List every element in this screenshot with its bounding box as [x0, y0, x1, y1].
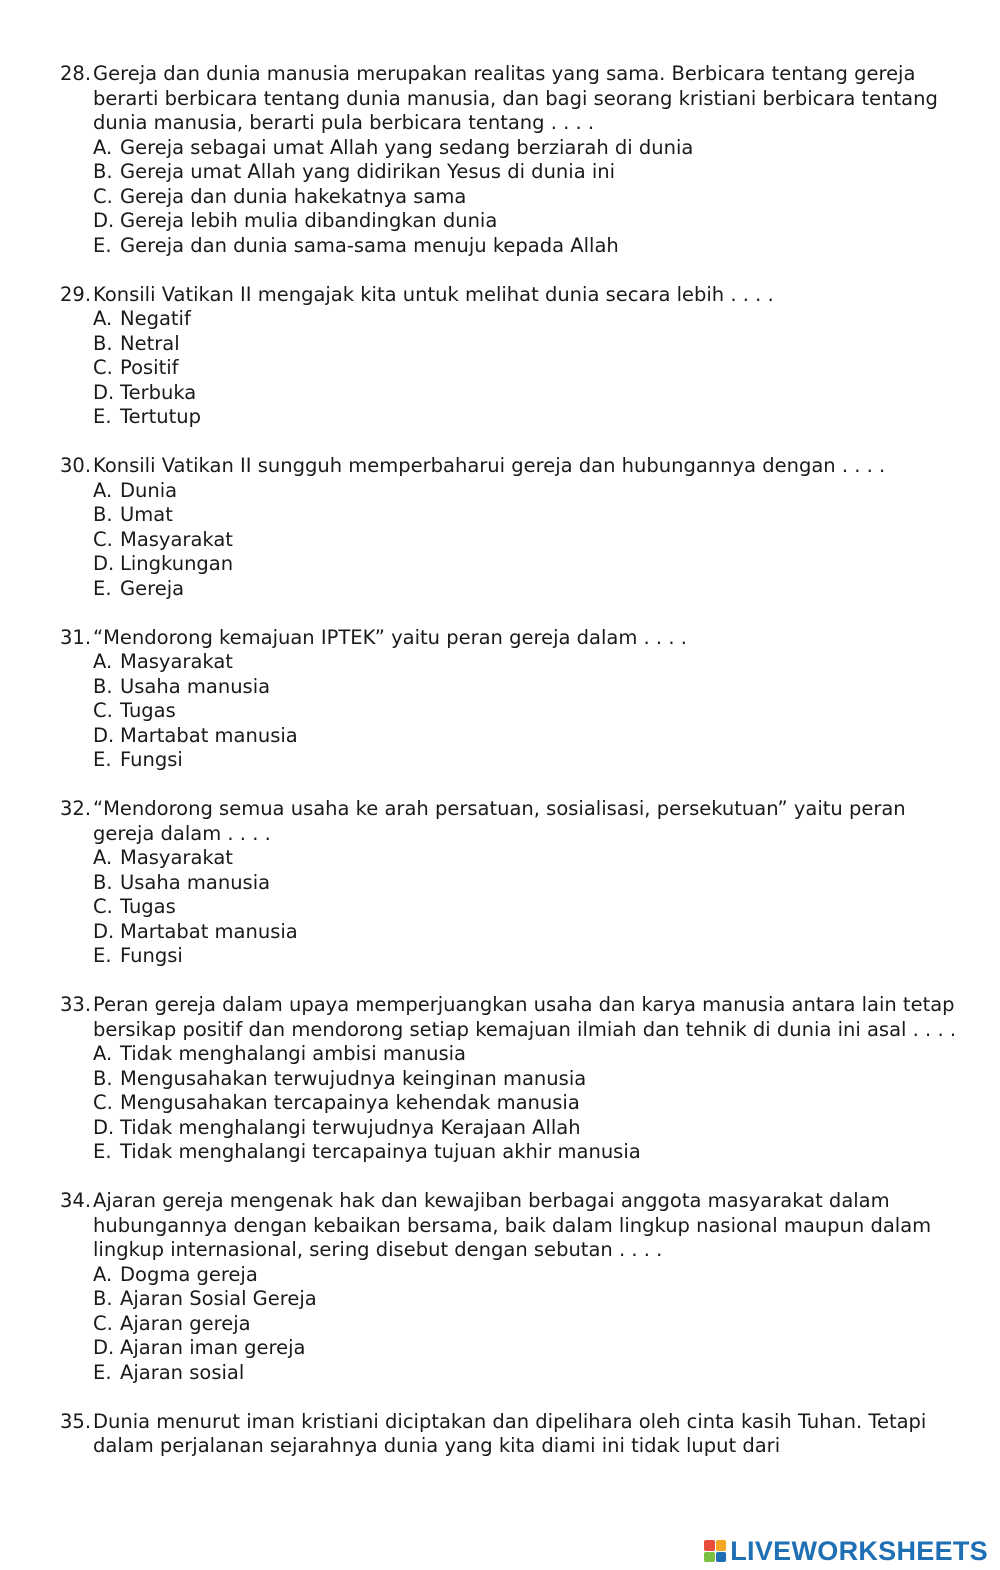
question-item [60, 993, 960, 1165]
question-text: Gereja dan dunia manusia merupakan realitas yang sama. Berbicara tentang gereja berarti berbicara tentang dunia manusia, dan bagi seorang kristiani berbicara tentang dunia manusia, berarti pula berbicara tentang . . . . [93, 62, 938, 134]
question-item [60, 626, 960, 773]
option-text: Gereja umat Allah yang didirikan Yesus di dunia ini [120, 160, 616, 183]
answer-option [93, 356, 960, 381]
answer-option [93, 503, 960, 528]
question-stem [60, 62, 960, 136]
question-number: 28. [60, 62, 92, 85]
option-letter: C. [93, 356, 113, 379]
option-list [60, 650, 960, 773]
option-letter: E. [93, 576, 112, 600]
answer-option [93, 405, 960, 430]
option-text: Usaha manusia [120, 870, 271, 894]
question-item [60, 62, 960, 258]
option-letter: D. [93, 552, 115, 575]
answer-option [93, 920, 960, 945]
question-stem [60, 1189, 960, 1263]
option-text: Terbuka [120, 380, 197, 404]
option-letter: D. [93, 1336, 115, 1359]
option-letter: E. [93, 748, 112, 771]
option-text: Netral [120, 331, 180, 355]
option-text: Ajaran iman gereja [120, 1336, 306, 1359]
option-letter: C. [93, 1311, 113, 1335]
option-letter: C. [93, 184, 113, 208]
option-letter: A. [93, 650, 113, 673]
answer-option [93, 1287, 960, 1312]
option-text: Gereja dan dunia hakekatnya sama [120, 184, 467, 208]
option-text: Lingkungan [120, 552, 234, 575]
question-text: Konsili Vatikan II sungguh memperbaharui gereja dan hubungannya dengan . . . . [93, 454, 886, 477]
option-text: Tugas [120, 895, 176, 918]
answer-option [93, 675, 960, 700]
liveworksheets-logo-icon [704, 1540, 726, 1562]
question-stem [60, 797, 960, 846]
answer-option [93, 1263, 960, 1288]
answer-option [93, 650, 960, 675]
answer-option [93, 895, 960, 920]
option-text: Ajaran sosial [120, 1360, 245, 1384]
option-letter: A. [93, 846, 113, 869]
option-text: Gereja [120, 576, 185, 600]
answer-option [93, 209, 960, 234]
option-text: Usaha manusia [120, 674, 271, 698]
logo-square-red [704, 1540, 715, 1551]
option-letter: A. [93, 1262, 113, 1286]
liveworksheets-logo [704, 1536, 988, 1566]
option-letter: B. [93, 674, 113, 698]
option-letter: E. [93, 233, 112, 257]
option-letter: A. [93, 307, 113, 330]
option-letter: B. [93, 160, 113, 183]
answer-option [93, 1312, 960, 1337]
answer-option [93, 160, 960, 185]
option-text: Tidak menghalangi ambisi manusia [120, 1042, 467, 1065]
option-text: Tertutup [120, 405, 201, 428]
answer-option [93, 1067, 960, 1092]
answer-option [93, 699, 960, 724]
question-list [60, 62, 960, 1459]
answer-option [93, 1116, 960, 1141]
answer-option [93, 944, 960, 969]
question-text: Konsili Vatikan II mengajak kita untuk melihat dunia secara lebih . . . . [93, 282, 774, 306]
option-letter: A. [93, 135, 113, 159]
answer-option [93, 1336, 960, 1361]
option-text: Umat [120, 503, 173, 526]
option-letter: E. [93, 405, 112, 428]
worksheet-content [60, 62, 960, 1483]
option-letter: A. [93, 1042, 113, 1065]
option-text: Gereja sebagai umat Allah yang sedang berziarah di dunia [120, 135, 694, 159]
option-text: Dogma gereja [120, 1262, 258, 1286]
question-text: Peran gereja dalam upaya memperjuangkan usaha dan karya manusia antara lain tetap bersikap positif dan mendorong setiap kemajuan ilmiah dan tehnik di dunia ini asal . . . . [93, 993, 957, 1041]
option-letter: D. [93, 723, 115, 747]
option-text: Masyarakat [120, 846, 233, 869]
option-letter: C. [93, 699, 113, 722]
question-number: 34. [60, 1189, 92, 1212]
question-text: “Mendorong kemajuan IPTEK” yaitu peran gereja dalam . . . . [93, 625, 687, 649]
answer-option [93, 846, 960, 871]
option-list [60, 1263, 960, 1386]
answer-option [93, 1140, 960, 1165]
option-text: Masyarakat [120, 650, 233, 673]
answer-option [93, 136, 960, 161]
option-letter: D. [93, 1115, 115, 1139]
question-stem [60, 626, 960, 651]
option-letter: B. [93, 331, 113, 355]
option-text: Gereja dan dunia sama-sama menuju kepada Allah [120, 233, 619, 257]
logo-square-green [704, 1552, 715, 1563]
question-number: 31. [60, 625, 92, 649]
question-item [60, 1189, 960, 1385]
option-letter: A. [93, 478, 113, 502]
option-letter: D. [93, 919, 115, 943]
option-text: Martabat manusia [120, 723, 298, 747]
question-number: 32. [60, 797, 92, 820]
option-letter: C. [93, 1091, 113, 1114]
question-text: Dunia menurut iman kristiani diciptakan dan dipelihara oleh cinta kasih Tuhan. Tetapi dalam perjalanan sejarahnya dunia yang kita diami ini tidak luput dari [93, 1409, 927, 1457]
option-text: Positif [120, 356, 179, 379]
answer-option [93, 307, 960, 332]
answer-option [93, 1361, 960, 1386]
option-text: Ajaran Sosial Gereja [120, 1287, 317, 1310]
option-list [60, 479, 960, 602]
option-letter: E. [93, 1140, 112, 1163]
answer-option [93, 332, 960, 357]
option-letter: E. [93, 944, 112, 967]
answer-option [93, 234, 960, 259]
question-text: “Mendorong semua usaha ke arah persatuan, sosialisasi, persekutuan” yaitu peran gereja dalam . . . . [93, 797, 906, 845]
option-letter: C. [93, 895, 113, 918]
option-letter: E. [93, 1360, 112, 1384]
option-text: Martabat manusia [120, 919, 298, 943]
answer-option [93, 871, 960, 896]
answer-option [93, 381, 960, 406]
option-letter: D. [93, 380, 115, 404]
option-text: Masyarakat [120, 527, 233, 551]
answer-option [93, 185, 960, 210]
answer-option [93, 1091, 960, 1116]
option-text: Mengusahakan terwujudnya keinginan manusia [120, 1066, 587, 1090]
answer-option [93, 724, 960, 749]
question-item [60, 283, 960, 430]
logo-text: LIVEWORKSHEETS [730, 1535, 988, 1566]
option-text: Gereja lebih mulia dibandingkan dunia [120, 209, 498, 232]
question-text: Ajaran gereja mengenak hak dan kewajiban berbagai anggota masyarakat dalam hubungannya dengan kebaikan bersama, baik dalam lingkup nasional maupun dalam lingkup internasional, sering disebut dengan sebutan . . . . [93, 1189, 932, 1261]
option-list [60, 136, 960, 259]
option-letter: D. [93, 209, 115, 232]
option-letter: B. [93, 503, 113, 526]
option-text: Ajaran gereja [120, 1311, 251, 1335]
option-text: Tidak menghalangi terwujudnya Kerajaan Allah [120, 1115, 581, 1139]
option-text: Tidak menghalangi tercapainya tujuan akhir manusia [120, 1140, 641, 1163]
answer-option [93, 528, 960, 553]
option-letter: B. [93, 1066, 113, 1090]
option-list [60, 1042, 960, 1165]
option-text: Tugas [120, 699, 176, 722]
answer-option [93, 479, 960, 504]
option-text: Fungsi [120, 944, 183, 967]
question-stem [60, 454, 960, 479]
option-list [60, 846, 960, 969]
option-text: Fungsi [120, 748, 183, 771]
question-stem [60, 993, 960, 1042]
option-text: Mengusahakan tercapainya kehendak manusia [120, 1091, 580, 1114]
option-text: Dunia [120, 478, 178, 502]
question-item [60, 797, 960, 969]
question-item [60, 1410, 960, 1459]
option-letter: B. [93, 870, 113, 894]
question-number: 33. [60, 993, 92, 1016]
question-item [60, 454, 960, 601]
option-text: Negatif [120, 307, 191, 330]
answer-option [93, 552, 960, 577]
question-stem [60, 1410, 960, 1459]
option-list [60, 307, 960, 430]
option-letter: B. [93, 1287, 113, 1310]
question-number: 29. [60, 282, 92, 306]
question-number: 30. [60, 454, 92, 477]
answer-option [93, 748, 960, 773]
question-stem [60, 283, 960, 308]
option-letter: C. [93, 527, 113, 551]
answer-option [93, 577, 960, 602]
answer-option [93, 1042, 960, 1067]
logo-square-blue [716, 1552, 727, 1563]
question-number: 35. [60, 1409, 92, 1433]
logo-square-orange [716, 1540, 727, 1551]
